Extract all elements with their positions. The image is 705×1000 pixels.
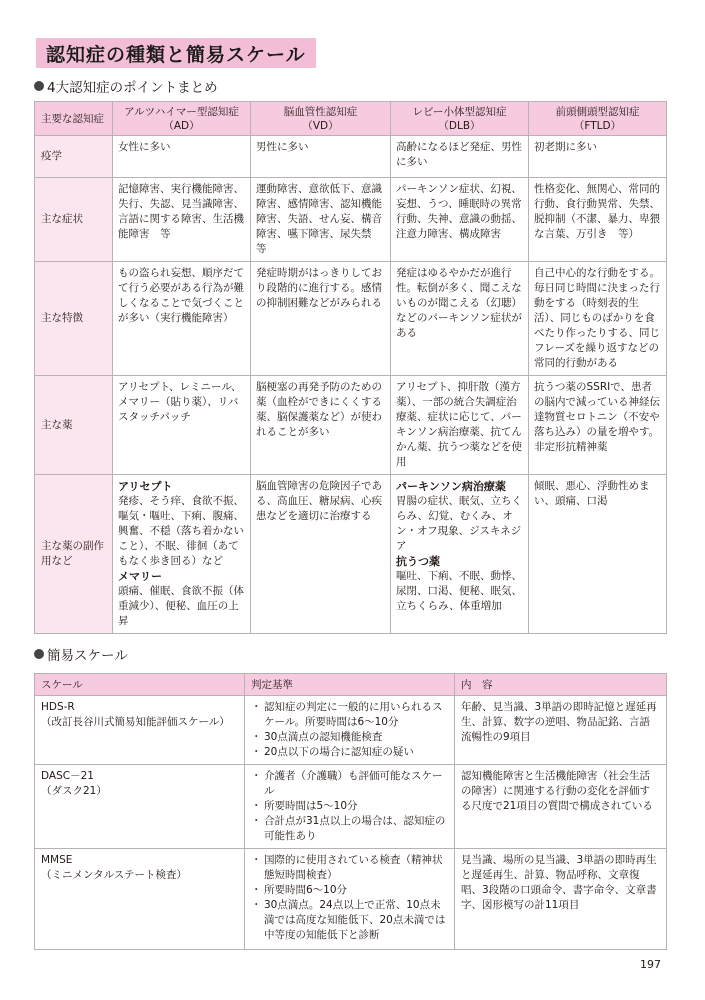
list-item: ・ 所要時間6～10分	[251, 883, 448, 898]
bullet-dot-icon	[34, 649, 44, 659]
bullet-dot-icon	[34, 81, 44, 91]
column-header-scale: スケール	[35, 674, 245, 696]
table-cell: 高齢になるほど発症、男性に多い	[391, 136, 529, 178]
drug-side-effects: 胃腸の症状、眠気、立ちくらみ、幻覚、むくみ、オン・オフ現象、ジスキネジア	[396, 495, 522, 552]
row-label: 疫学	[35, 136, 113, 178]
list-item: ・ 国際的に使用されている検査（精神状態短時間検査）	[251, 853, 448, 883]
table-cell: 脳血管障害の危険因子である、高血圧、糖尿病、心疾患などを適切に治療する	[251, 475, 391, 634]
drug-side-effects: 嘔吐、下痢、不眠、動悸、尿閉、口渇、便秘、眠気、立ちくらみ、体重増加	[396, 570, 522, 612]
criteria-list	[251, 700, 448, 760]
column-header-dlb	[391, 102, 529, 136]
table-cell: 脳梗塞の再発予防のための薬（血栓ができにくくする薬、脳保護薬など）が使われることが多い	[251, 376, 391, 475]
column-header-abbr: （FTLD）	[573, 119, 622, 132]
scale-name-cell	[35, 765, 245, 849]
table-cell: 抗うつ薬のSSRIで、患者の脳内で減っている神経伝達物質セロトニン（不安や落ち込み）の量を増やす。非定形抗精神薬	[529, 376, 667, 475]
table-row-symptoms	[35, 178, 667, 262]
drug-side-effects: 発疹、そう痒、食欲不振、嘔気・嘔吐、下痢、腹痛、興奮、不穏（落ち着かないこと）、不眠、徘徊（あてもなく歩き回る）など	[118, 495, 244, 567]
column-header-content: 内 容	[455, 674, 667, 696]
table-cell: 記憶障害、実行機能障害、失行、失認、見当識障害、言語に関する障害、生活機能障害 等	[113, 178, 251, 262]
list-item: ・ 介護者（介護職）も評価可能なスケール	[251, 769, 448, 799]
column-header-name: アルツハイマー型認知症	[124, 105, 239, 118]
column-header-name: 前頭側頭型認知症	[555, 105, 640, 118]
scale-name: DASC－21	[41, 770, 94, 782]
scale-subname: （ミニメンタルステート検査）	[41, 869, 188, 881]
dementia-comparison-table	[34, 101, 667, 634]
drug-name: メマリー	[118, 570, 162, 583]
list-item: ・ 認知症の判定に一般的に用いられるスケール。所要時間は6～10分	[251, 700, 448, 730]
table-cell: 自己中心的な行動をする。毎日同じ時間に決まった行動をする（時刻表的生活）、同じものばかりを食べたり作ったりする、同じフレーズを繰り返すなどの常同的行動がある	[529, 262, 667, 376]
table-row-features	[35, 262, 667, 376]
table-cell: アリセプト、抑肝散（漢方薬）、一部の統合失調症治療薬、症状に応じて、パーキンソン病治療薬、抗てんかん薬、抗うつ薬などを使用	[391, 376, 529, 475]
drug-side-effects: 頭痛、催眠、食欲不振（体重減少）、便秘、血圧の上昇	[118, 585, 244, 627]
list-item: ・ 合計点が31点以上の場合は、認知症の可能性あり	[251, 814, 448, 844]
drug-name: 抗うつ薬	[396, 555, 440, 568]
table-cell: 運動障害、意欲低下、意識障害、感情障害、認知機能障害、失語、せん妄、構音障害、嚥下障害、尿失禁 等	[251, 178, 391, 262]
list-item: ・ 30点満点の認知機能検査	[251, 730, 448, 745]
list-item: ・ 30点満点。24点以上で正常、10点未満では高度な知能低下、20点未満では中等度の知能低下と診断	[251, 898, 448, 943]
column-header-ftld	[529, 102, 667, 136]
table-cell: パーキンソン症状、幻視、妄想、うつ、睡眠時の異常行動、失神、意識の動揺、注意力障害、構成障害	[391, 178, 529, 262]
column-header-abbr: （AD）	[163, 119, 200, 132]
table-row-epidemiology	[35, 136, 667, 178]
column-header-vd	[251, 102, 391, 136]
scale-name: HDS-R	[41, 701, 75, 713]
content-cell: 認知機能障害と生活機能障害（社会生活の障害）に関連する行動の変化を評価する尺度で21項目の質問で構成されている	[455, 765, 667, 849]
column-header-abbr: （VD）	[302, 119, 339, 132]
list-item: ・ 20点以下の場合に認知症の疑い	[251, 745, 448, 760]
row-label: 主な特徴	[35, 262, 113, 376]
table-row-dasc21	[35, 765, 667, 849]
table-cell: もの盗られ妄想、順序だてて行う必要がある行為が難しくなることで気づくことが多い（実行機能障害）	[113, 262, 251, 376]
table-row-mmse	[35, 849, 667, 950]
section-heading-text: 簡易スケール	[47, 648, 128, 664]
row-label: 主な薬の副作用など	[35, 475, 113, 634]
table-cell: アリセプト、レミニール、メマリー（貼り薬）、リバスタッチパッチ	[113, 376, 251, 475]
table-cell-dlb-side-effects	[391, 475, 529, 634]
scale-table	[34, 673, 667, 950]
column-header-criteria: 判定基準	[245, 674, 455, 696]
page-number: 197	[640, 958, 661, 971]
list-item: ・ 所要時間は5～10分	[251, 799, 448, 814]
section-heading-text: 4大認知症のポイントまとめ	[47, 80, 218, 96]
criteria-cell	[245, 765, 455, 849]
table-cell: 傾眠、悪心、浮動性めまい、頭痛、口渇	[529, 475, 667, 634]
column-header-name: レビー小体型認知症	[412, 105, 507, 118]
table-cell: 女性に多い	[113, 136, 251, 178]
table-cell: 性格変化、無関心、常同的行動、食行動異常、失禁、脱抑制（不潔、暴力、卑猥な言葉、万引き 等）	[529, 178, 667, 262]
scale-name-cell	[35, 696, 245, 765]
table-corner-header: 主要な認知症	[35, 102, 113, 136]
content-cell: 年齢、見当識、3単語の即時記憶と遅延再生、計算、数字の逆唱、物品記銘、言語流暢性の9項目	[455, 696, 667, 765]
table-row-hdsr	[35, 696, 667, 765]
criteria-cell	[245, 849, 455, 950]
row-label: 主な薬	[35, 376, 113, 475]
table-row-drugs	[35, 376, 667, 475]
page-title: 認知症の種類と簡易スケール	[36, 38, 316, 68]
scale-subname: （改訂長谷川式簡易知能評価スケール）	[41, 716, 230, 728]
table-cell: 発症はゆるやかだが進行性。転倒が多く、聞こえないものが聞こえる（幻聴）などのパーキンソン症状がある	[391, 262, 529, 376]
table-cell: 発症時期がはっきりしており段階的に進行する。感情の抑制困難などがみられる	[251, 262, 391, 376]
drug-name: パーキンソン病治療薬	[396, 480, 506, 493]
table-header-row	[35, 674, 667, 696]
section-heading-scales	[34, 644, 128, 664]
row-label: 主な症状	[35, 178, 113, 262]
column-header-name: 脳血管性認知症	[283, 105, 358, 118]
section-heading-dementia-types	[34, 76, 218, 96]
scale-name-cell	[35, 849, 245, 950]
table-cell-ad-side-effects	[113, 475, 251, 634]
table-cell: 男性に多い	[251, 136, 391, 178]
column-header-ad	[113, 102, 251, 136]
criteria-list	[251, 853, 448, 943]
scale-subname: （ダスク21）	[41, 785, 107, 797]
scale-name: MMSE	[41, 854, 73, 866]
criteria-list	[251, 769, 448, 844]
drug-name: アリセプト	[118, 480, 173, 493]
table-row-side-effects	[35, 475, 667, 634]
column-header-abbr: （DLB）	[438, 119, 481, 132]
content-cell: 見当識、場所の見当識、3単語の即時再生と遅延再生、計算、物品呼称、文章復唱、3段階の口頭命令、書字命令、文章書字、図形模写の計11項目	[455, 849, 667, 950]
criteria-cell	[245, 696, 455, 765]
table-cell: 初老期に多い	[529, 136, 667, 178]
table-header-row	[35, 102, 667, 136]
